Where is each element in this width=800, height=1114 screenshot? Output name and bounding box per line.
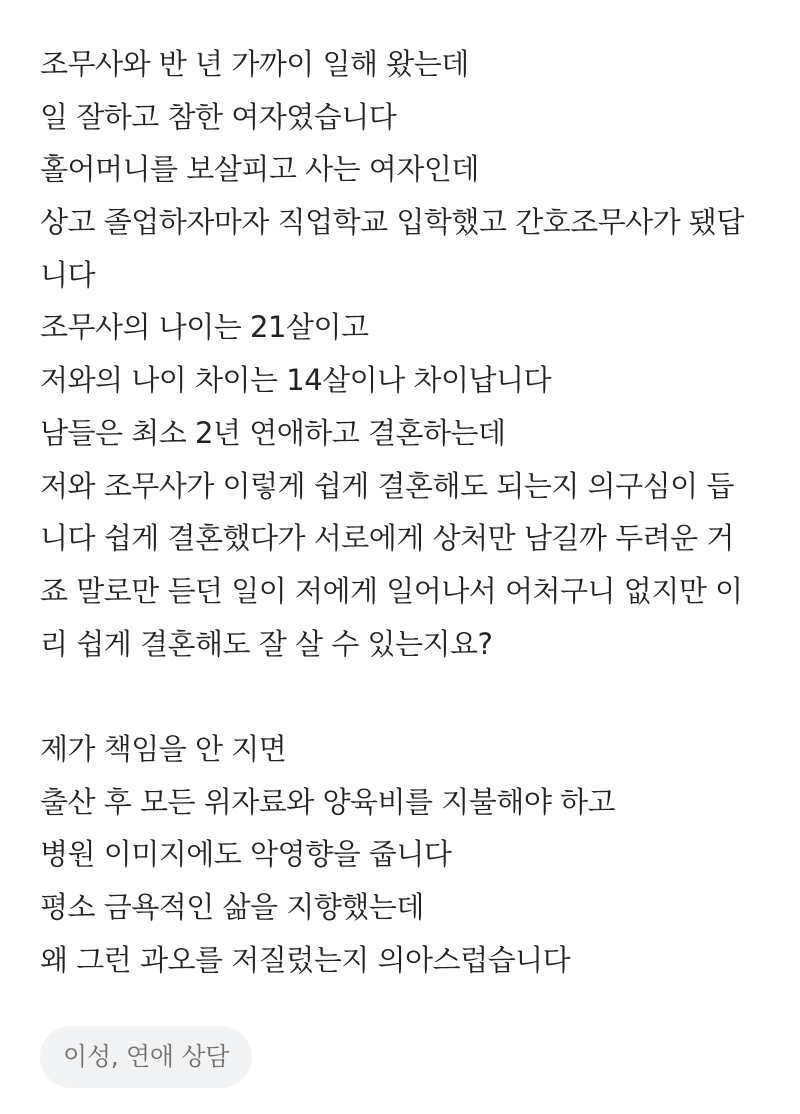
post-text-line: 상고 졸업하자마자 직업학교 입학했고 간호조무사가 됐답	[40, 205, 744, 240]
post-text-line: 리 쉽게 결혼해도 잘 살 수 있는지요?	[40, 626, 493, 661]
post-text-line: 왜 그런 과오를 저질렀는지 의아스럽습니다	[40, 942, 571, 977]
paragraph-break	[40, 670, 770, 723]
post-text-line: 제가 책임을 안 지면	[40, 731, 287, 766]
post-text-line: 니다 쉽게 결혼했다가 서로에게 상처만 남길까 두려운 거	[40, 521, 734, 556]
post-text-line: 저와의 나이 차이는 14살이나 차이납니다	[40, 363, 551, 398]
post-text-line: 니다	[40, 257, 96, 292]
post-body	[40, 38, 770, 986]
post-text-line: 남들은 최소 2년 연애하고 결혼하는데	[40, 415, 506, 450]
post-text-line: 출산 후 모든 위자료와 양육비를 지불해야 하고	[40, 784, 616, 819]
post-text-line: 평소 금욕적인 삶을 지향했는데	[40, 890, 424, 924]
category-tag[interactable]: 이성, 연애 상담	[40, 1026, 252, 1088]
post-text-line: 일 잘하고 참한 여자였습니다	[40, 99, 397, 134]
post-text-line: 홀어머니를 보살피고 사는 여자인데	[40, 152, 479, 187]
post-text-line: 조무사와 반 년 가까이 일해 왔는데	[40, 47, 469, 81]
post-text-line: 병원 이미지에도 악영향을 줍니다	[40, 837, 452, 872]
post-text-line: 죠 말로만 듣던 일이 저에게 일어나서 어처구니 없지만 이	[40, 573, 743, 608]
post-text-line: 조무사의 나이는 21살이고	[40, 310, 369, 345]
post-text-line: 저와 조무사가 이렇게 쉽게 결혼해도 되는지 의구심이 듭	[40, 468, 734, 503]
